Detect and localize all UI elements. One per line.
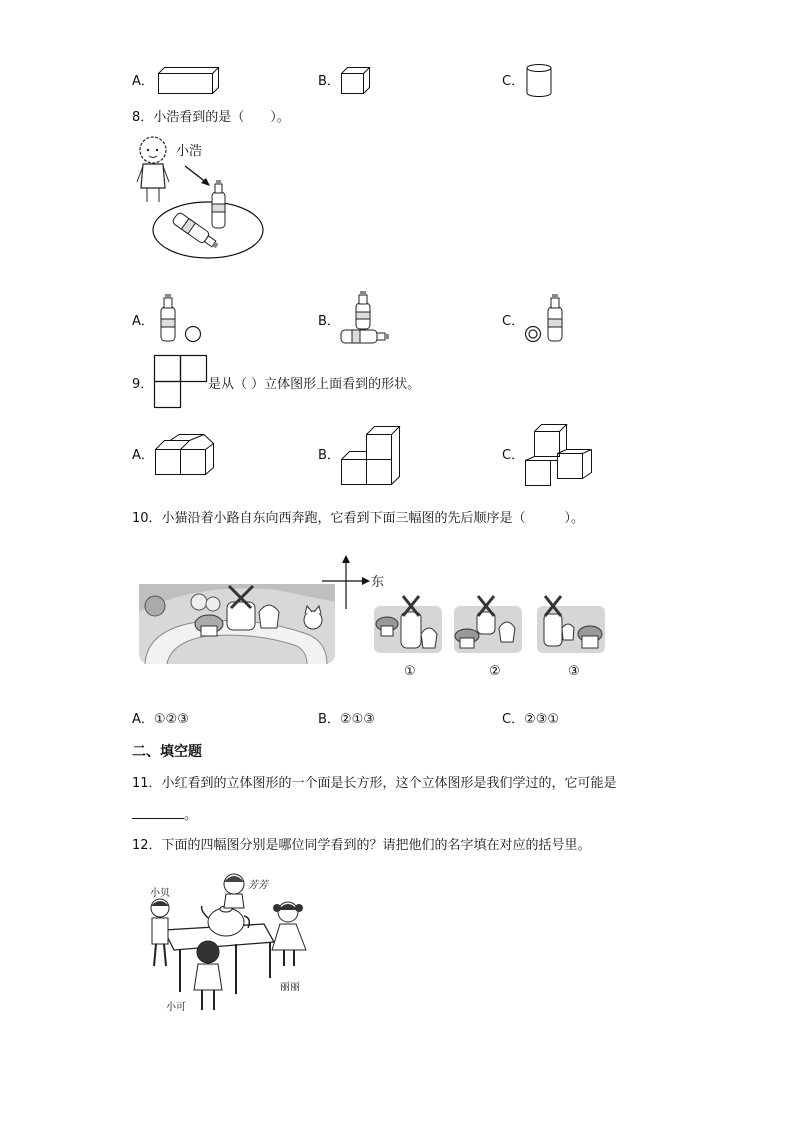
name-label-fangfang: 芳芳	[248, 880, 268, 891]
q9-question: 是从（ ）立体图形上面看到的形状。	[208, 377, 421, 392]
direction-label-east: 东	[371, 575, 385, 590]
cube-stack-c-icon	[525, 423, 593, 487]
q9-number: 9．	[132, 377, 154, 392]
q9-option-c-label: C．	[502, 448, 525, 463]
name-label-lili: 丽丽	[280, 982, 300, 993]
q10-option-b-value: ②①③	[339, 712, 375, 727]
cuboid-icon	[158, 67, 220, 95]
q10-option-c-value: ②③①	[524, 712, 560, 727]
compass-arrows-icon	[322, 555, 370, 611]
q8-person-label: 小浩	[176, 144, 203, 159]
cube-stack-a-icon	[155, 434, 217, 476]
picture-label-3: ③	[568, 664, 580, 679]
q9-option-a-label: A．	[132, 448, 154, 463]
name-label-xiaobei: 小贝	[150, 888, 170, 899]
q10-option-a-value: ①②③	[153, 712, 189, 727]
top-view-shape-icon	[154, 355, 208, 409]
picture-label-2: ②	[489, 664, 501, 679]
q11-suffix: 。	[184, 808, 198, 823]
q10-option-a-letter: A．	[132, 712, 154, 727]
q11-question: 11．小红看到的立体图形的一个面是长方形，这个立体图形是我们学过的，它可能是	[132, 776, 617, 791]
q8-option-b-label: B．	[318, 314, 340, 329]
section-title: 二、填空题	[132, 744, 202, 760]
q10-option-c-letter: C．	[502, 712, 525, 727]
q9-option-b-label: B．	[318, 448, 340, 463]
q10-question: 10．小猫沿着小路自东向西奔跑，它看到下面三幅图的先后顺序是（ ）。	[132, 511, 585, 526]
answer-blank[interactable]	[132, 806, 184, 819]
q10-option-b	[318, 712, 375, 728]
q8-option-a-label: A．	[132, 314, 154, 329]
q11-answer-line	[132, 806, 197, 824]
two-bottles-icon	[340, 290, 390, 346]
q10-option-a	[132, 712, 189, 728]
table-with-bottles-icon	[152, 178, 264, 260]
village-scene-illustration	[137, 572, 337, 666]
q7-option-c-label: C．	[502, 74, 525, 89]
scene-view-1	[373, 592, 443, 654]
q8-question: 8．小浩看到的是（ ）。	[132, 110, 290, 125]
q8-option-c-label: C．	[502, 314, 525, 329]
cylinder-icon	[526, 64, 552, 98]
q10-option-c	[502, 712, 559, 728]
scene-view-2	[453, 592, 523, 654]
name-label-xiaoke: 小可	[166, 1002, 186, 1013]
scene-view-3	[536, 592, 606, 654]
q7-option-a-label: A．	[132, 74, 154, 89]
cube-stack-b-icon	[341, 425, 401, 485]
q10-option-b-letter: B．	[318, 712, 340, 727]
bottle-and-circle-icon	[160, 293, 204, 345]
picture-label-1: ①	[404, 664, 416, 679]
q7-option-b-label: B．	[318, 74, 340, 89]
ring-and-bottle-icon	[524, 293, 568, 345]
cube-icon	[341, 67, 373, 95]
q12-question: 12．下面的四幅图分别是哪位同学看到的？请把他们的名字填在对应的括号里。	[132, 838, 591, 853]
